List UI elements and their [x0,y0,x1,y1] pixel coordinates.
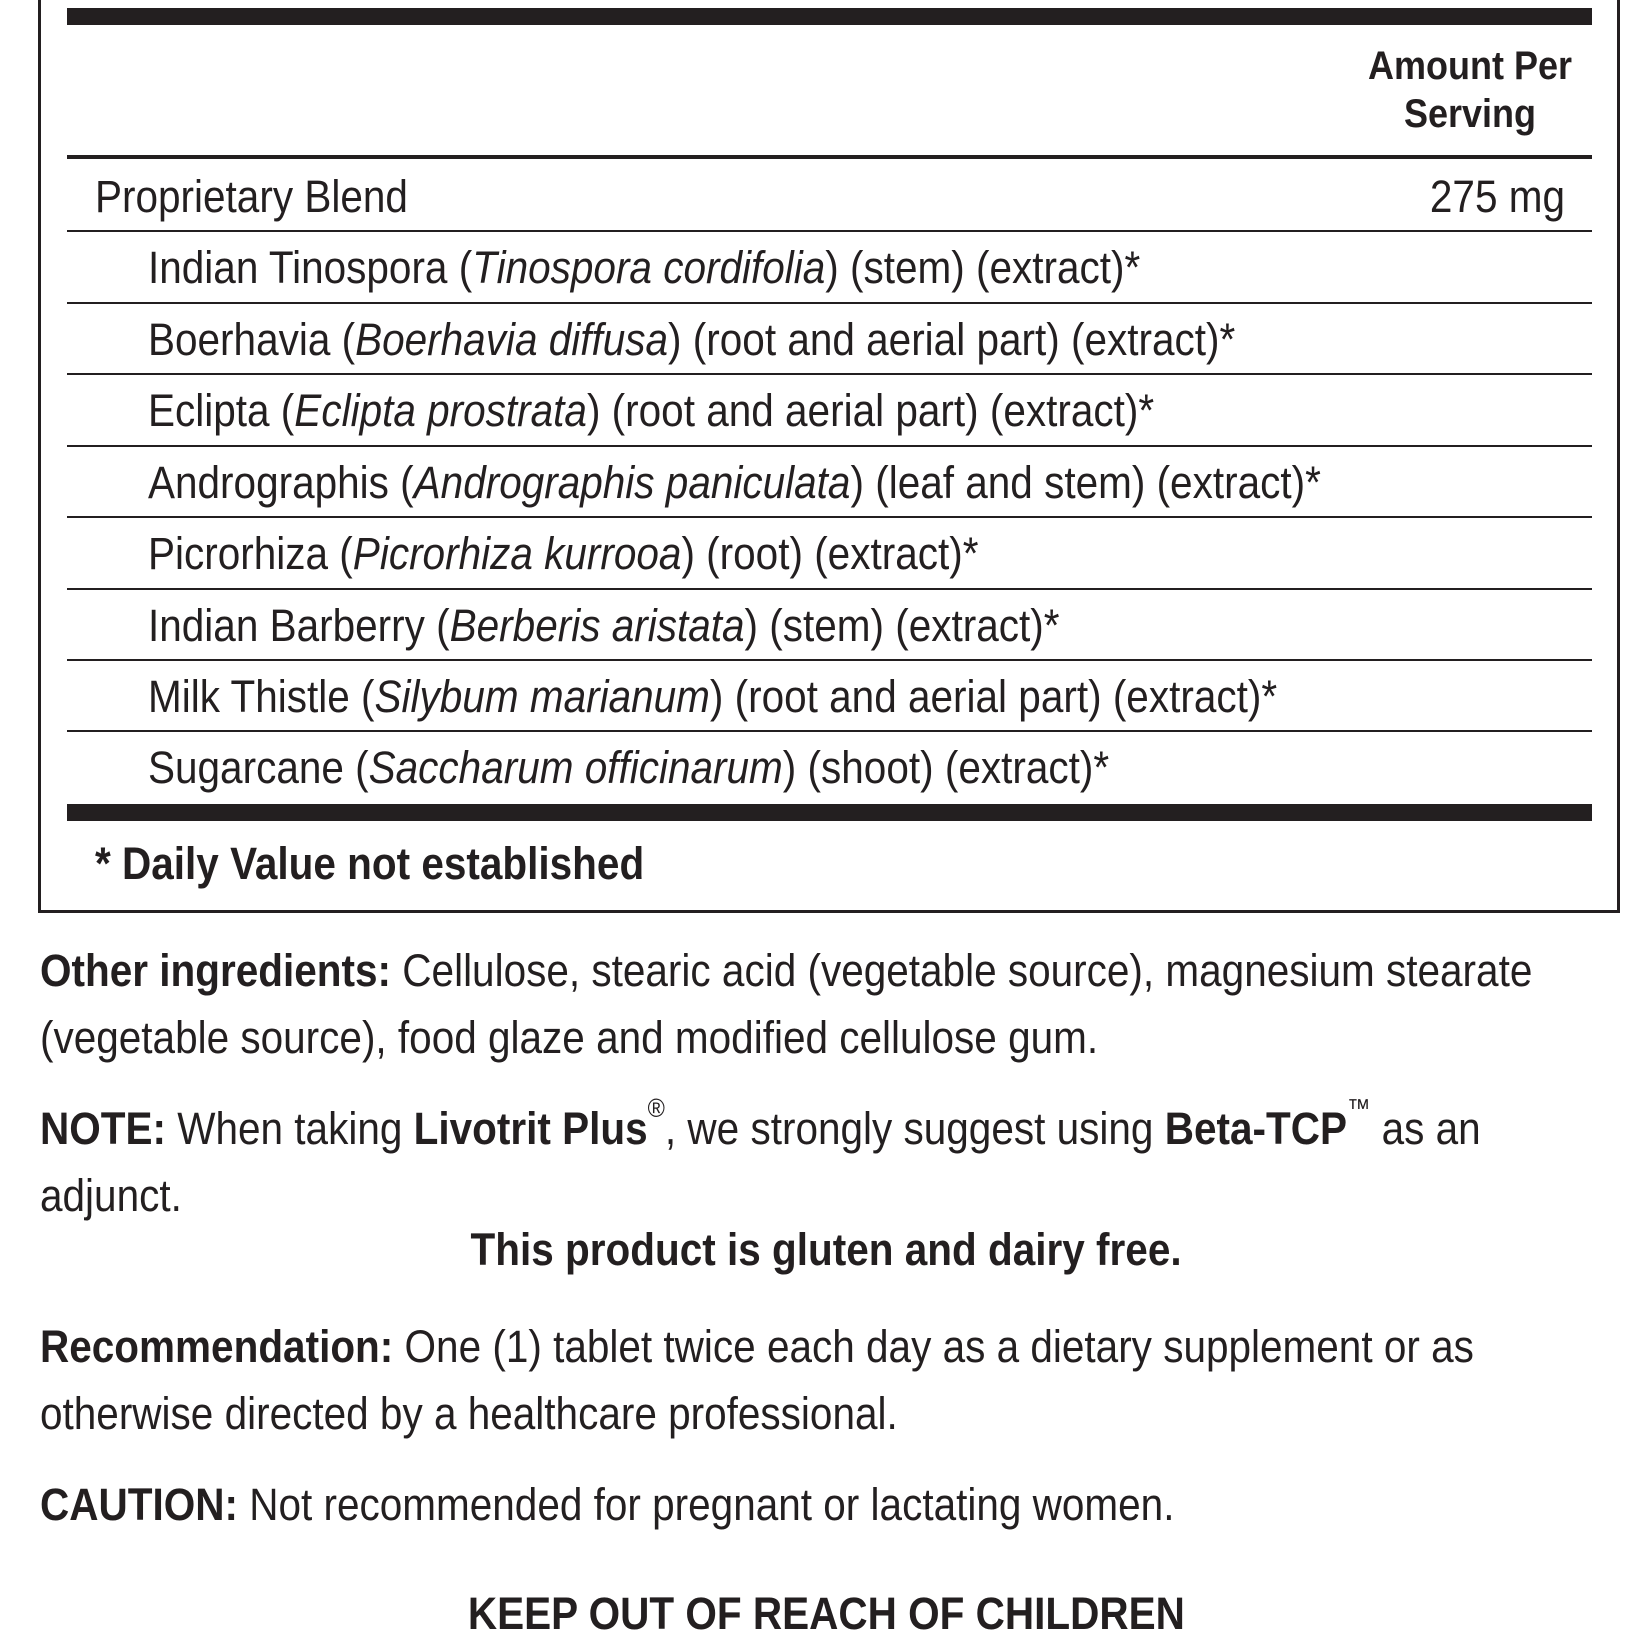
ingredient-latin-name: Boerhavia diffusa [355,314,669,365]
bottom-thick-rule [67,804,1592,821]
row-divider [67,516,1592,518]
recommendation-text: One (1) tablet twice each day as a dietary supplement or as otherwise directed by a healthcare professional. [40,1321,1474,1439]
row-divider [67,445,1592,447]
ingredient-common-name: Picrorhiza ( [148,528,353,579]
amount-per-serving-header: Amount Per Serving [1367,44,1573,136]
ingredient-latin-name: Andrographis paniculata [413,457,851,508]
row-divider [67,230,1592,232]
ingredient-common-name: Indian Barberry ( [148,600,450,651]
note-text: as an adjunct. [40,1103,1481,1221]
blend-name: Proprietary Blend [95,171,408,222]
ingredient-latin-name: Tinospora cordifolia [472,242,826,293]
ingredient-latin-name: Eclipta prostrata [294,385,587,436]
other-ingredients [40,937,1615,1071]
ingredient-row [148,591,1060,661]
ingredient-latin-name: Silybum marianum [374,671,710,722]
ingredient-row [148,448,1321,518]
ingredient-common-name: Eclipta ( [148,385,295,436]
ingredient-common-name: Andrographis ( [148,457,414,508]
ingredient-latin-name: Picrorhiza kurrooa [352,528,682,579]
gluten-dairy-statement [0,1224,1652,1276]
ingredient-part: ) (stem) (extract)* [744,600,1060,651]
ingredient-row [148,519,978,589]
ingredient-part: ) (stem) (extract)* [825,242,1141,293]
gluten-dairy-text: This product is gluten and dairy free. [470,1224,1182,1275]
registered-mark: ® [647,1093,665,1123]
other-ingredients-label: Other ingredients: [40,945,392,996]
ingredient-row [148,233,1140,303]
note-text: When taking [166,1103,414,1154]
ingredient-common-name: Indian Tinospora ( [148,242,473,293]
ingredient-part: ) (root) (extract)* [681,528,979,579]
ingredient-common-name: Boerhavia ( [148,314,356,365]
caution [40,1471,1615,1538]
recommendation-label: Recommendation: [40,1321,394,1372]
blend-amount: 275 mg [1429,171,1565,222]
note [40,1095,1615,1229]
row-divider [67,730,1592,732]
daily-value-footnote: * Daily Value not established [95,838,645,889]
adjunct-product-name: Beta-TCP [1164,1103,1347,1154]
ingredient-row [148,662,1277,732]
ingredient-row [148,305,1235,375]
ingredient-latin-name: Berberis aristata [449,600,745,651]
ingredient-part: ) (leaf and stem) (extract)* [850,457,1321,508]
ingredient-part: ) (root and aerial part) (extract)* [668,314,1236,365]
product-name: Livotrit Plus [413,1103,648,1154]
note-label: NOTE: [40,1103,166,1154]
header-rule [67,155,1592,159]
caution-label: CAUTION: [40,1479,238,1530]
recommendation [40,1313,1615,1447]
ingredient-common-name: Milk Thistle ( [148,671,375,722]
ingredient-row [148,733,1109,803]
ingredient-common-name: Sugarcane ( [148,742,369,793]
note-text: , we strongly suggest using [664,1103,1165,1154]
other-ingredients-text: Cellulose, stearic acid (vegetable source), magnesium stearate (vegetable source), food glaze and modified cellulose gum. [40,945,1533,1063]
trademark-mark: ™ [1346,1093,1371,1123]
row-divider [67,373,1592,375]
ingredient-row [148,376,1154,446]
ingredient-latin-name: Saccharum officinarum [368,742,783,793]
ingredient-part: ) (root and aerial part) (extract)* [586,385,1155,436]
child-warning-text: KEEP OUT OF REACH OF CHILDREN [467,1588,1185,1639]
row-divider [67,659,1592,661]
child-warning [0,1588,1652,1640]
ingredient-part: ) (root and aerial part) (extract)* [709,671,1278,722]
ingredient-part: ) (shoot) (extract)* [782,742,1110,793]
row-divider [67,302,1592,304]
top-thick-rule [67,8,1592,25]
row-divider [67,588,1592,590]
caution-text: Not recommended for pregnant or lactating women. [237,1479,1175,1530]
